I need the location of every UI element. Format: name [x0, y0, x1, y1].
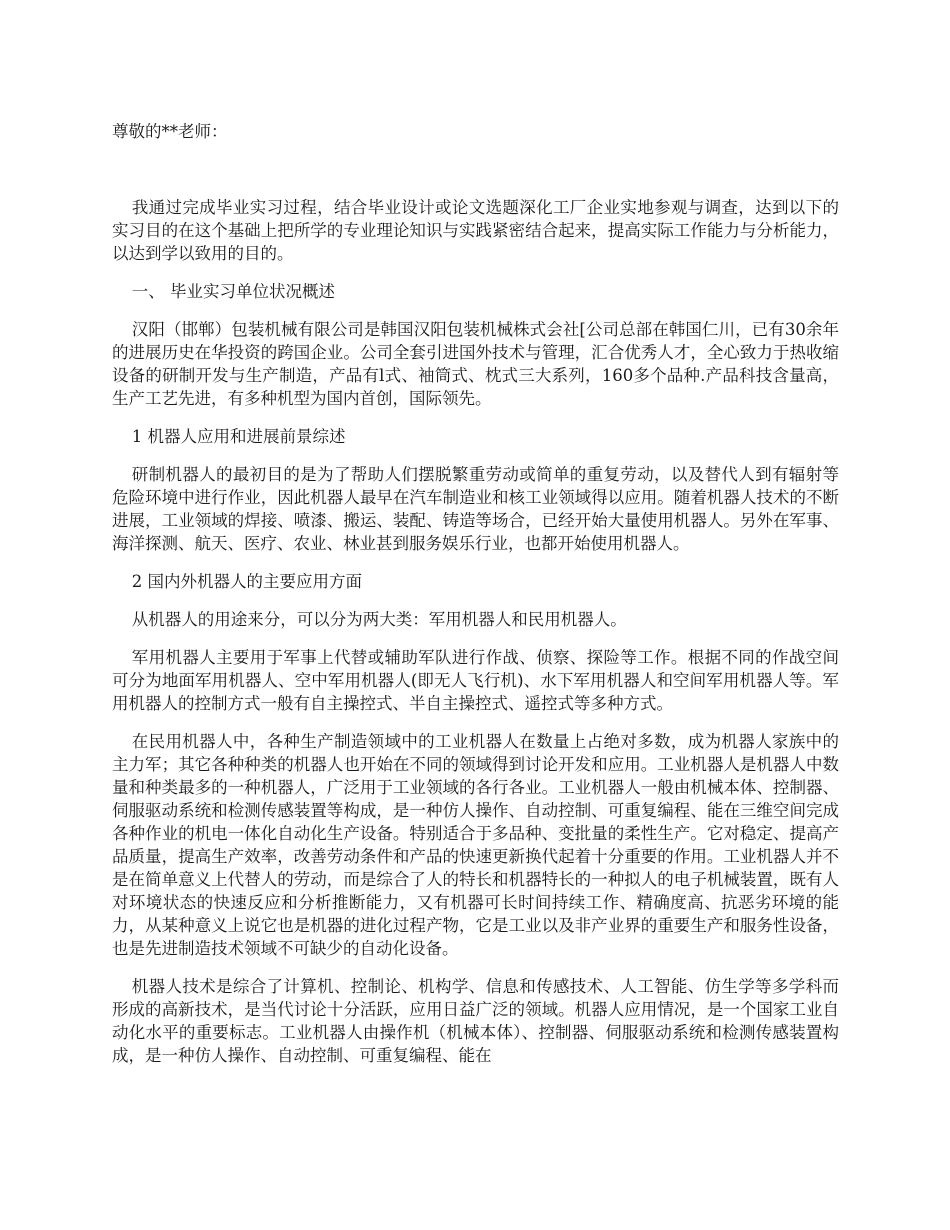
paragraph-civil-robots: 在民用机器人中，各种生产制造领域中的工业机器人在数量上占绝对多数，成为机器人家族中的主力军；其它各种种类的机器人也开始在不同的领域得到讨论开发和应用。工业机器人是机器人中数量和种类最多的一种机器人，广泛用于工业领域的各行各业。工业机器人一般由机械本体、控制器、伺服驱动系统和检测传感装置等构成，是一种仿人操作、自动控制、可重复编程、能在三维空间完成各种作业的机电一体化自动化生产设备。特别适合于多品种、变批量的柔性生产。它对稳定、提高产品质量，提高生产效率，改善劳动条件和产品的快速更新换代起着十分重要的作用。工业机器人并不是在简单意义上代替人的劳动，而是综合了人的特长和机器特长的一种拟人的电子机械装置，既有人对环境状态的快速反应和分析推断能力，又有机器可长时间持续工作、精确度高、抗恶劣环境的能力，从某种意义上说它也是机器的进化过程产物，它是工业以及非产业界的重要生产和服务性设备，也是先进制造技术领域不可缺少的自动化设备。 — [112, 732, 839, 958]
paragraph-military-robots: 军用机器人主要用于军事上代替或辅助军队进行作战、侦察、探险等工作。根据不同的作战空间可分为地面军用机器人、空中军用机器人(即无人飞行机)、水下军用机器人和空间军用机器人等。军用机器人的控制方式一般有自主操控式、半自主操控式、遥控式等多种方式。 — [112, 648, 839, 713]
document-page — [112, 120, 839, 1082]
paragraph-internship-purpose: 我通过完成毕业实习过程，结合毕业设计或论文选题深化工厂企业实地参观与调查，达到以下的实习目的在这个基础上把所学的专业理论知识与实践紧密结合起来，提高实际工作能力与分析能力，以达到学以致用的目的。 — [112, 198, 839, 263]
paragraph-robot-categories: 从机器人的用途来分，可以分为两大类：军用机器人和民用机器人。 — [131, 610, 627, 629]
section-heading-robot-applications: 2 国内外机器人的主要应用方面 — [131, 572, 363, 591]
paragraph-robot-origin: 研制机器人的最初目的是为了帮助人们摆脱繁重劳动或简单的重复劳动，以及替代人到有辐射等危险环境中进行作业，因此机器人最早在汽车制造业和核工业领域得以应用。随着机器人技术的不断进展，工业领域的焊接、喷漆、搬运、装配、铸造等场合，已经开始大量使用机器人。另外在军事、海洋探测、航天、医疗、农业、林业甚到服务娱乐行业，也都开始使用机器人。 — [112, 465, 839, 553]
salutation: 尊敬的**老师： — [112, 122, 228, 141]
paragraph-company-intro: 汉阳（邯郸）包装机械有限公司是韩国汉阳包装机械株式会社[公司总部在韩国仁川，已有30余年的进展历史在华投资的跨国企业。公司全套引进国外技术与管理，汇合优秀人才，全心致力于热收缩设备的研制开发与生产制造，产品有l式、袖筒式、枕式三大系列，160多个品种.产品科技含量高，生产工艺先进，有多种机型为国内首创，国际领先。 — [112, 320, 839, 408]
section-heading-company-overview: 一、 毕业实习单位状况概述 — [131, 282, 336, 301]
section-heading-robot-prospects: 1 机器人应用和进展前景综述 — [131, 427, 346, 446]
paragraph-robot-technology: 机器人技术是综合了计算机、控制论、机构学、信息和传感技术、人工智能、仿生学等多学科而形成的高新技术，是当代讨论十分活跃，应用日益广泛的领域。机器人应用情况，是一个国家工业自动化水平的重要标志。工业机器人由操作机（机械本体）、控制器、伺服驱动系统和检测传感装置构成，是一种仿人操作、自动控制、可重复编程、能在 — [112, 977, 839, 1065]
